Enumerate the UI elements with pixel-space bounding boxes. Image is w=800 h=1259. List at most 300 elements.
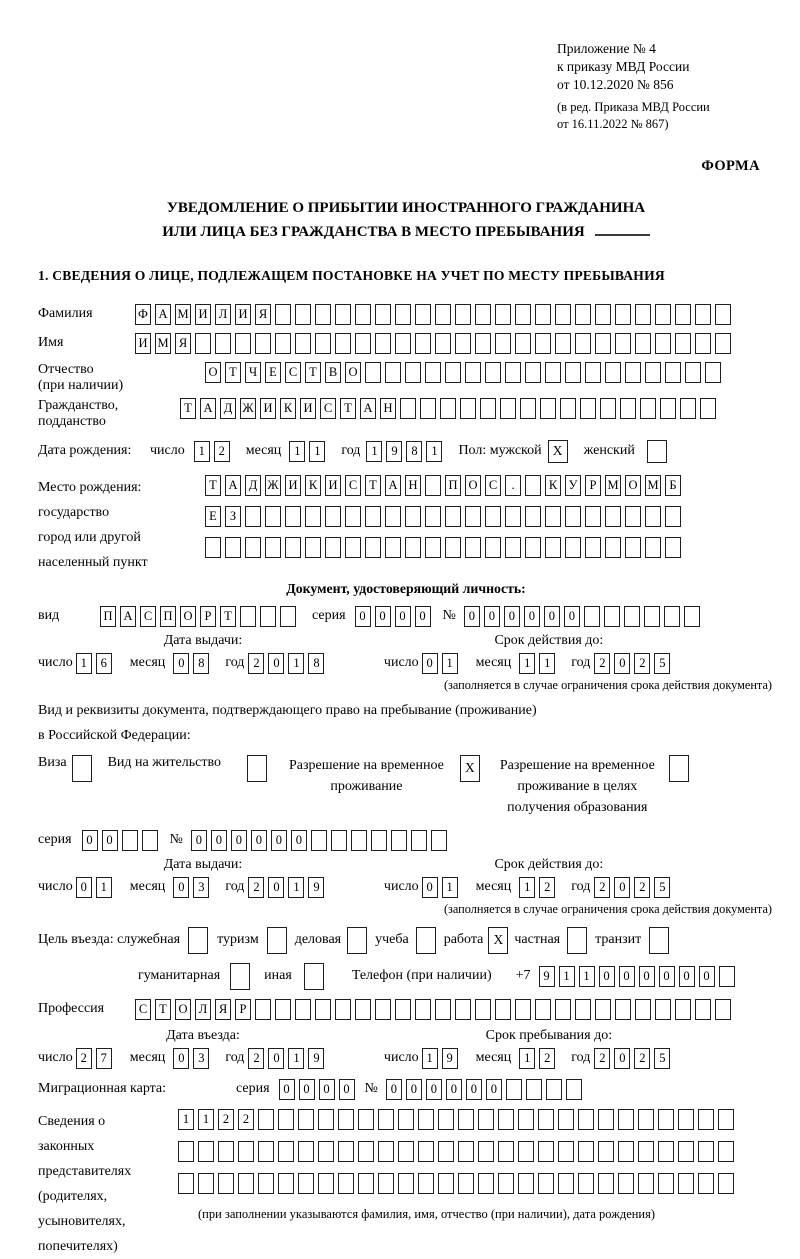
char-cell[interactable]: З [225,506,241,527]
char-cell[interactable] [335,333,351,354]
char-cell[interactable]: 1 [539,653,555,674]
char-cell[interactable] [245,537,261,558]
char-cell[interactable] [718,1173,734,1194]
char-cell[interactable]: 9 [386,441,402,462]
char-cell[interactable] [478,1109,494,1130]
migration-series-input[interactable] [279,1079,359,1100]
char-cell[interactable]: 2 [634,653,650,674]
char-cell[interactable] [418,1109,434,1130]
doc-number-input[interactable] [464,606,704,627]
char-cell[interactable] [418,1173,434,1194]
char-cell[interactable]: О [175,999,191,1020]
char-cell[interactable]: 1 [289,441,305,462]
char-cell[interactable] [371,830,387,851]
char-cell[interactable] [695,999,711,1020]
char-cell[interactable] [255,333,271,354]
char-cell[interactable] [425,537,441,558]
char-cell[interactable] [335,999,351,1020]
char-cell[interactable] [595,999,611,1020]
char-cell[interactable]: 0 [291,830,307,851]
char-cell[interactable]: Е [265,362,281,383]
char-cell[interactable]: 2 [539,1048,555,1069]
char-cell[interactable]: 0 [639,966,655,987]
char-cell[interactable] [584,606,600,627]
char-cell[interactable]: И [325,475,341,496]
char-cell[interactable] [260,606,276,627]
char-cell[interactable]: 8 [308,653,324,674]
char-cell[interactable] [375,333,391,354]
char-cell[interactable]: Н [405,475,421,496]
char-cell[interactable]: 0 [339,1079,355,1100]
char-cell[interactable] [625,506,641,527]
char-cell[interactable] [318,1173,334,1194]
char-cell[interactable]: 1 [76,653,92,674]
visa-checkbox[interactable] [72,755,92,782]
char-cell[interactable] [298,1141,314,1162]
temp-permit-edu-checkbox[interactable] [669,755,689,782]
char-cell[interactable]: 1 [366,441,382,462]
char-cell[interactable] [435,304,451,325]
permit-valid-month-input[interactable] [519,877,559,898]
char-cell[interactable] [255,999,271,1020]
char-cell[interactable] [506,1079,522,1100]
char-cell[interactable] [635,304,651,325]
migration-number-input[interactable] [386,1079,586,1100]
char-cell[interactable]: 0 [504,606,520,627]
char-cell[interactable] [615,304,631,325]
char-cell[interactable] [695,333,711,354]
char-cell[interactable]: 5 [654,1048,670,1069]
char-cell[interactable]: 0 [102,830,118,851]
char-cell[interactable]: Я [175,333,191,354]
char-cell[interactable]: Т [205,475,221,496]
char-cell[interactable] [465,537,481,558]
char-cell[interactable] [705,362,721,383]
char-cell[interactable] [675,304,691,325]
char-cell[interactable] [318,1141,334,1162]
purpose-private-checkbox[interactable] [567,927,587,954]
char-cell[interactable] [445,362,461,383]
char-cell[interactable] [440,398,456,419]
char-cell[interactable]: М [175,304,191,325]
char-cell[interactable] [485,506,501,527]
char-cell[interactable] [718,1109,734,1130]
char-cell[interactable] [585,362,601,383]
char-cell[interactable] [655,999,671,1020]
char-cell[interactable] [560,398,576,419]
char-cell[interactable]: И [135,333,151,354]
char-cell[interactable]: 0 [299,1079,315,1100]
permit-number-input[interactable] [191,830,451,851]
char-cell[interactable]: С [320,398,336,419]
char-cell[interactable]: О [180,606,196,627]
char-cell[interactable]: Я [255,304,271,325]
char-cell[interactable] [518,1141,534,1162]
char-cell[interactable]: О [345,362,361,383]
char-cell[interactable] [515,304,531,325]
char-cell[interactable] [580,398,596,419]
char-cell[interactable] [645,362,661,383]
representatives-input-row3[interactable] [178,1173,738,1194]
char-cell[interactable] [258,1109,274,1130]
char-cell[interactable]: А [120,606,136,627]
char-cell[interactable]: 1 [96,877,112,898]
char-cell[interactable]: 3 [193,1048,209,1069]
char-cell[interactable] [640,398,656,419]
char-cell[interactable] [275,333,291,354]
char-cell[interactable] [305,537,321,558]
char-cell[interactable]: К [305,475,321,496]
char-cell[interactable] [458,1109,474,1130]
char-cell[interactable] [545,362,561,383]
char-cell[interactable]: 1 [178,1109,194,1130]
char-cell[interactable]: Т [225,362,241,383]
char-cell[interactable] [518,1109,534,1130]
char-cell[interactable] [400,398,416,419]
char-cell[interactable] [598,1173,614,1194]
char-cell[interactable]: 0 [544,606,560,627]
birthplace-input-row3[interactable] [205,537,685,558]
char-cell[interactable] [325,506,341,527]
char-cell[interactable] [575,304,591,325]
char-cell[interactable] [678,1109,694,1130]
char-cell[interactable] [585,537,601,558]
char-cell[interactable]: И [260,398,276,419]
char-cell[interactable]: 2 [76,1048,92,1069]
char-cell[interactable] [655,333,671,354]
permit-issue-year-input[interactable] [248,877,328,898]
char-cell[interactable]: 0 [599,966,615,987]
char-cell[interactable] [638,1109,654,1130]
char-cell[interactable] [698,1109,714,1130]
char-cell[interactable] [225,537,241,558]
char-cell[interactable]: К [280,398,296,419]
char-cell[interactable] [618,1141,634,1162]
purpose-humanitarian-checkbox[interactable] [230,963,250,990]
char-cell[interactable]: 0 [699,966,715,987]
char-cell[interactable] [295,333,311,354]
char-cell[interactable]: С [485,475,501,496]
char-cell[interactable]: 2 [594,877,610,898]
char-cell[interactable]: 0 [659,966,675,987]
char-cell[interactable] [645,506,661,527]
char-cell[interactable]: П [445,475,461,496]
char-cell[interactable] [526,1079,542,1100]
char-cell[interactable]: 2 [594,653,610,674]
char-cell[interactable] [718,1141,734,1162]
birth-month-input[interactable] [289,441,329,462]
char-cell[interactable] [645,537,661,558]
char-cell[interactable]: 5 [654,877,670,898]
char-cell[interactable] [615,333,631,354]
char-cell[interactable] [515,999,531,1020]
char-cell[interactable] [565,362,581,383]
char-cell[interactable] [635,999,651,1020]
char-cell[interactable] [565,537,581,558]
char-cell[interactable] [398,1141,414,1162]
char-cell[interactable] [558,1141,574,1162]
char-cell[interactable] [398,1109,414,1130]
char-cell[interactable]: Р [585,475,601,496]
char-cell[interactable] [685,362,701,383]
char-cell[interactable] [535,304,551,325]
char-cell[interactable] [565,506,581,527]
char-cell[interactable]: Л [215,304,231,325]
char-cell[interactable]: А [360,398,376,419]
char-cell[interactable]: 0 [466,1079,482,1100]
char-cell[interactable]: 1 [519,1048,535,1069]
char-cell[interactable] [555,333,571,354]
char-cell[interactable] [198,1141,214,1162]
char-cell[interactable]: Е [205,506,221,527]
char-cell[interactable] [178,1141,194,1162]
char-cell[interactable] [495,333,511,354]
char-cell[interactable]: 1 [426,441,442,462]
char-cell[interactable] [660,398,676,419]
char-cell[interactable] [385,506,401,527]
char-cell[interactable] [335,304,351,325]
char-cell[interactable]: 1 [422,1048,438,1069]
purpose-transit-checkbox[interactable] [649,927,669,954]
char-cell[interactable] [375,304,391,325]
char-cell[interactable]: Ж [240,398,256,419]
char-cell[interactable]: 0 [614,877,630,898]
char-cell[interactable] [664,606,680,627]
char-cell[interactable]: 0 [524,606,540,627]
char-cell[interactable]: В [325,362,341,383]
char-cell[interactable]: 3 [193,877,209,898]
char-cell[interactable]: 0 [211,830,227,851]
entry-month-input[interactable] [173,1048,213,1069]
char-cell[interactable] [460,398,476,419]
permit-issue-month-input[interactable] [173,877,213,898]
birth-day-input[interactable] [194,441,234,462]
char-cell[interactable]: 2 [634,877,650,898]
char-cell[interactable] [355,304,371,325]
char-cell[interactable] [411,830,427,851]
char-cell[interactable] [678,1141,694,1162]
char-cell[interactable]: Н [380,398,396,419]
char-cell[interactable] [365,362,381,383]
char-cell[interactable] [358,1173,374,1194]
char-cell[interactable] [358,1109,374,1130]
char-cell[interactable]: 1 [559,966,575,987]
entry-day-input[interactable] [76,1048,116,1069]
char-cell[interactable] [475,304,491,325]
char-cell[interactable] [498,1173,514,1194]
char-cell[interactable]: 1 [519,653,535,674]
char-cell[interactable]: 1 [288,653,304,674]
char-cell[interactable]: А [155,304,171,325]
char-cell[interactable]: О [625,475,641,496]
char-cell[interactable]: 0 [191,830,207,851]
doc-series-input[interactable] [355,606,435,627]
char-cell[interactable] [675,333,691,354]
char-cell[interactable]: Т [305,362,321,383]
purpose-work-checkbox[interactable]: X [488,927,508,954]
char-cell[interactable]: 8 [406,441,422,462]
char-cell[interactable]: С [140,606,156,627]
male-checkbox[interactable]: X [548,440,568,463]
char-cell[interactable]: Ч [245,362,261,383]
char-cell[interactable] [678,1173,694,1194]
char-cell[interactable] [345,537,361,558]
char-cell[interactable] [525,475,541,496]
char-cell[interactable]: О [465,475,481,496]
char-cell[interactable] [378,1141,394,1162]
char-cell[interactable] [475,333,491,354]
char-cell[interactable] [578,1173,594,1194]
char-cell[interactable] [295,304,311,325]
char-cell[interactable] [415,999,431,1020]
char-cell[interactable] [315,333,331,354]
char-cell[interactable] [355,999,371,1020]
birthplace-input-row2[interactable] [205,506,685,527]
char-cell[interactable]: 9 [308,1048,324,1069]
doc-issue-year-input[interactable] [248,653,328,674]
char-cell[interactable] [615,999,631,1020]
birthplace-input-row1[interactable] [205,475,685,496]
char-cell[interactable] [505,362,521,383]
permit-valid-year-input[interactable] [594,877,674,898]
char-cell[interactable] [311,830,327,851]
char-cell[interactable]: 2 [214,441,230,462]
char-cell[interactable]: 0 [386,1079,402,1100]
char-cell[interactable]: 0 [422,877,438,898]
char-cell[interactable]: 0 [446,1079,462,1100]
char-cell[interactable] [478,1173,494,1194]
char-cell[interactable]: А [385,475,401,496]
char-cell[interactable] [338,1173,354,1194]
char-cell[interactable] [378,1109,394,1130]
char-cell[interactable] [525,537,541,558]
char-cell[interactable]: 1 [442,653,458,674]
char-cell[interactable] [535,333,551,354]
char-cell[interactable] [455,304,471,325]
residence-permit-checkbox[interactable] [247,755,267,782]
char-cell[interactable] [595,333,611,354]
char-cell[interactable]: 0 [279,1079,295,1100]
char-cell[interactable]: И [235,304,251,325]
char-cell[interactable] [305,506,321,527]
char-cell[interactable] [505,537,521,558]
char-cell[interactable]: 0 [76,877,92,898]
entry-year-input[interactable] [248,1048,328,1069]
permit-valid-day-input[interactable] [422,877,462,898]
surname-input[interactable] [135,304,735,325]
char-cell[interactable]: Ф [135,304,151,325]
char-cell[interactable] [495,304,511,325]
char-cell[interactable]: О [205,362,221,383]
char-cell[interactable] [658,1109,674,1130]
char-cell[interactable]: 5 [654,653,670,674]
char-cell[interactable] [605,362,621,383]
char-cell[interactable] [558,1173,574,1194]
char-cell[interactable] [618,1173,634,1194]
char-cell[interactable] [265,506,281,527]
char-cell[interactable] [498,1141,514,1162]
char-cell[interactable] [458,1173,474,1194]
char-cell[interactable] [205,537,221,558]
purpose-official-checkbox[interactable] [188,927,208,954]
char-cell[interactable]: 6 [96,653,112,674]
char-cell[interactable]: 1 [198,1109,214,1130]
char-cell[interactable] [485,537,501,558]
char-cell[interactable] [298,1109,314,1130]
char-cell[interactable] [665,506,681,527]
char-cell[interactable] [495,999,511,1020]
char-cell[interactable] [415,304,431,325]
purpose-business-checkbox[interactable] [347,927,367,954]
char-cell[interactable]: С [345,475,361,496]
char-cell[interactable] [391,830,407,851]
char-cell[interactable] [698,1173,714,1194]
char-cell[interactable]: 0 [173,877,189,898]
char-cell[interactable] [715,999,731,1020]
char-cell[interactable] [385,537,401,558]
doc-issue-month-input[interactable] [173,653,213,674]
char-cell[interactable] [719,966,735,987]
char-cell[interactable]: Д [245,475,261,496]
char-cell[interactable]: Т [340,398,356,419]
char-cell[interactable]: Я [215,999,231,1020]
char-cell[interactable] [598,1109,614,1130]
char-cell[interactable] [395,999,411,1020]
char-cell[interactable] [345,506,361,527]
char-cell[interactable]: 0 [82,830,98,851]
char-cell[interactable] [665,537,681,558]
char-cell[interactable] [325,537,341,558]
char-cell[interactable] [455,333,471,354]
char-cell[interactable] [215,333,231,354]
stay-day-input[interactable] [422,1048,462,1069]
char-cell[interactable]: М [155,333,171,354]
char-cell[interactable] [665,362,681,383]
char-cell[interactable] [258,1141,274,1162]
char-cell[interactable] [545,506,561,527]
char-cell[interactable] [258,1173,274,1194]
char-cell[interactable] [480,398,496,419]
char-cell[interactable]: 0 [564,606,580,627]
char-cell[interactable]: 0 [268,877,284,898]
char-cell[interactable]: Т [155,999,171,1020]
char-cell[interactable] [555,999,571,1020]
char-cell[interactable] [500,398,516,419]
char-cell[interactable] [525,506,541,527]
char-cell[interactable] [405,506,421,527]
char-cell[interactable] [585,506,601,527]
char-cell[interactable]: 8 [193,653,209,674]
stay-year-input[interactable] [594,1048,674,1069]
char-cell[interactable] [578,1141,594,1162]
char-cell[interactable]: 2 [634,1048,650,1069]
char-cell[interactable] [275,304,291,325]
char-cell[interactable]: И [300,398,316,419]
char-cell[interactable] [375,999,391,1020]
char-cell[interactable] [425,475,441,496]
char-cell[interactable]: 0 [406,1079,422,1100]
char-cell[interactable]: 0 [268,1048,284,1069]
char-cell[interactable]: 0 [614,653,630,674]
char-cell[interactable] [198,1173,214,1194]
char-cell[interactable] [455,999,471,1020]
char-cell[interactable]: 1 [288,877,304,898]
char-cell[interactable] [398,1173,414,1194]
char-cell[interactable] [475,999,491,1020]
char-cell[interactable] [278,1109,294,1130]
doc-valid-year-input[interactable] [594,653,674,674]
char-cell[interactable] [635,333,651,354]
